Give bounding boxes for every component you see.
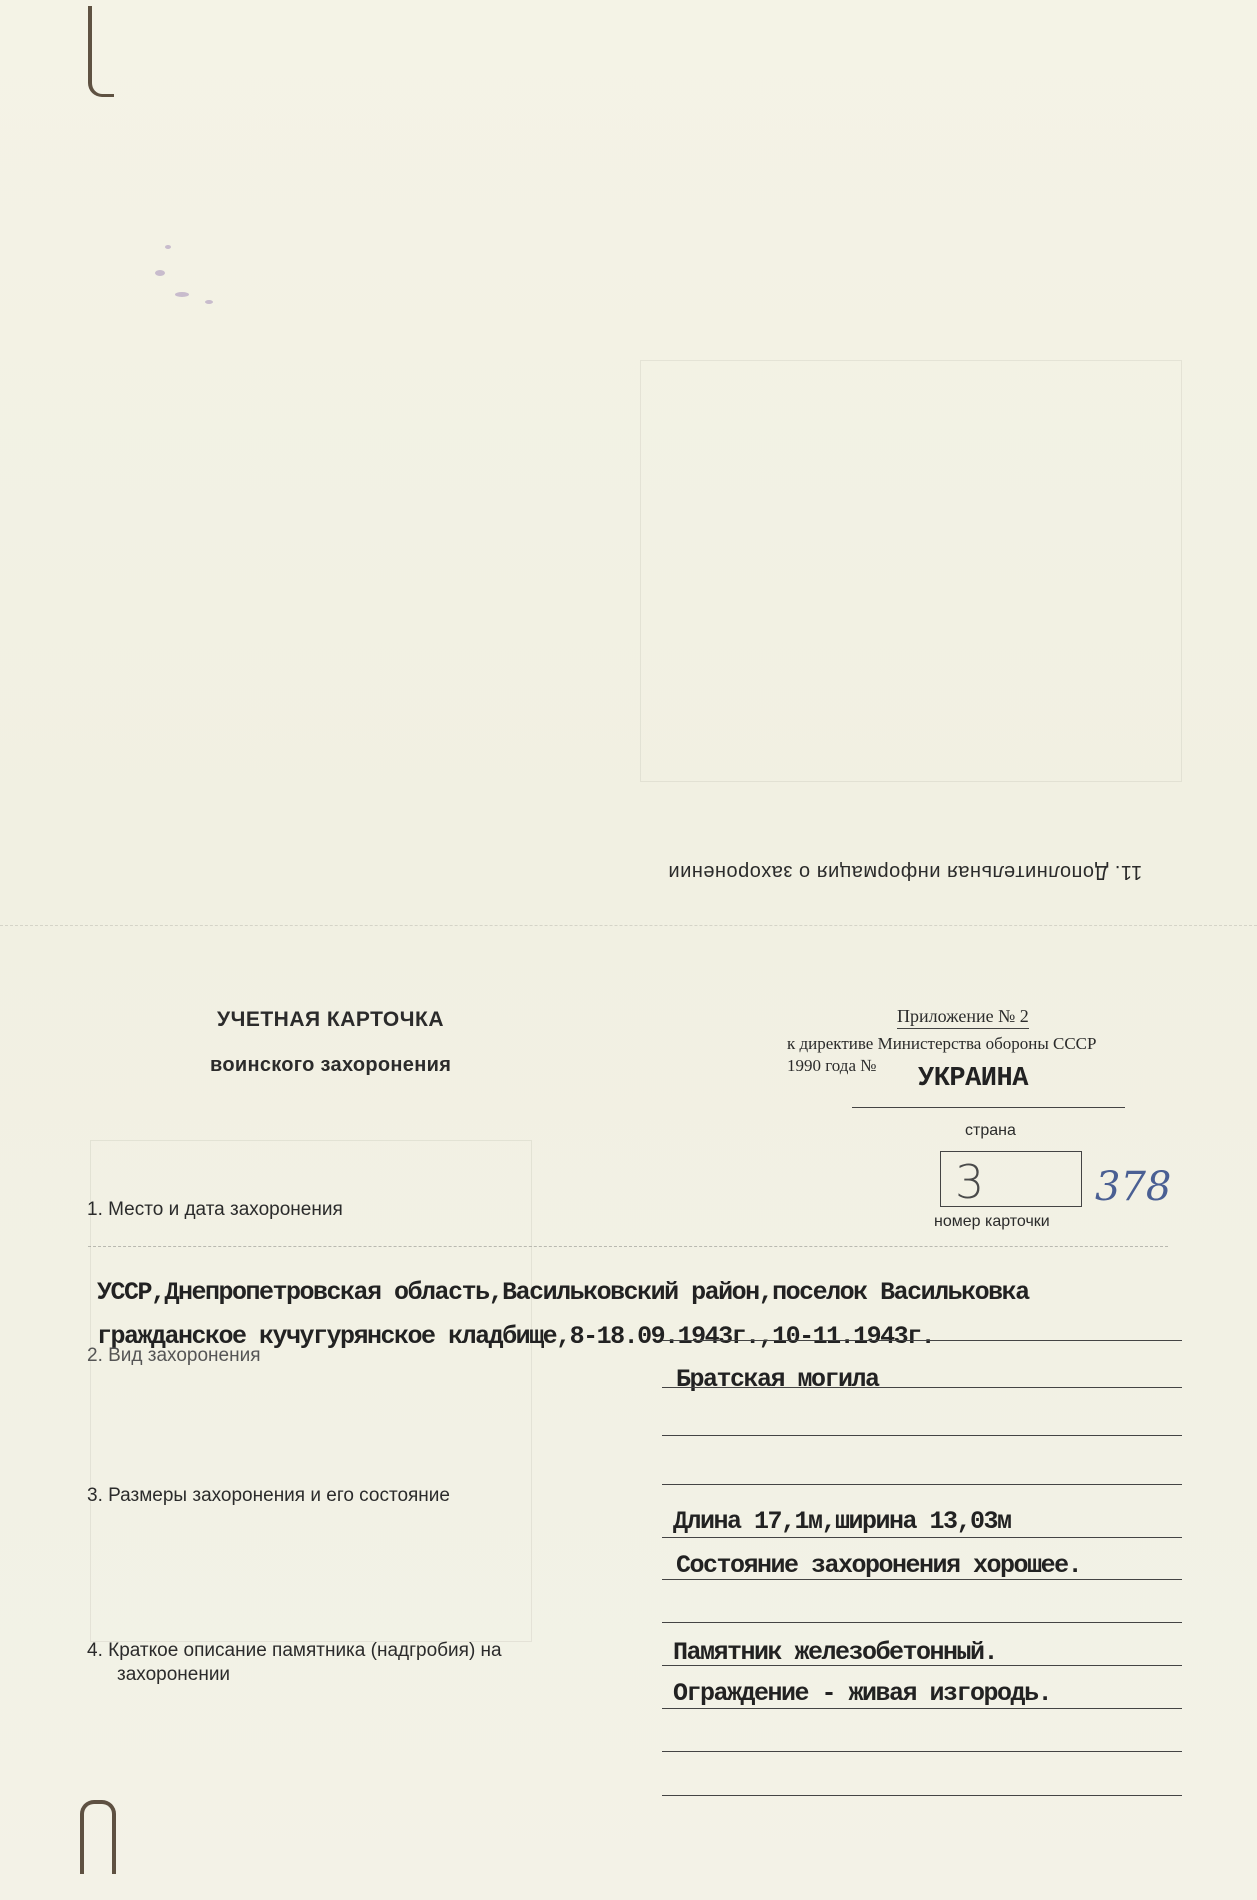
card-subtitle: воинского захоронения xyxy=(210,1054,452,1076)
burial-place-label: 1. Место и дата захоронения xyxy=(87,1199,343,1220)
burial-type-line-3 xyxy=(662,1435,1182,1436)
burial-type-line-1 xyxy=(662,1340,1182,1341)
size-condition-label: 3. Размеры захоронения и его состояние xyxy=(87,1485,450,1506)
monument-value-line1: Памятник железобетонный. xyxy=(673,1638,998,1667)
size-condition-line-1 xyxy=(662,1537,1182,1538)
size-condition-value-line2: Состояние захоронения хорошее. xyxy=(676,1551,1082,1580)
size-condition-line-2 xyxy=(662,1579,1182,1580)
ink-smudge xyxy=(205,300,213,304)
monument-line-3 xyxy=(662,1751,1182,1752)
card-number-caption: номер карточки xyxy=(934,1213,1050,1230)
country-caption: страна xyxy=(965,1122,1016,1139)
burial-type-line-2 xyxy=(662,1387,1182,1388)
staple-mark-top xyxy=(88,6,114,97)
additional-info-label: 11. Дополнительная информация о захоронении xyxy=(668,861,1143,883)
country-underline xyxy=(852,1107,1125,1108)
monument-label-line2: захоронении xyxy=(117,1664,231,1685)
burial-type-label: 2. Вид захоронения xyxy=(87,1345,261,1366)
monument-line-1 xyxy=(662,1665,1182,1666)
burial-place-value-line2: гражданское кучугурянское кладбище,8-18.09.1943г.,10-11.1943г. xyxy=(97,1322,935,1351)
burial-place-value-line1: УССР,Днепропетровская область,Васильковский район,поселок Васильковка xyxy=(97,1278,1029,1307)
monument-label-line1: 4. Краткое описание памятника (надгробия) на xyxy=(87,1640,502,1661)
page-fold xyxy=(0,925,1257,926)
staple-mark-bottom xyxy=(80,1800,116,1874)
directive-line-2: 1990 года № xyxy=(787,1056,877,1075)
burial-type-value: Братская могила xyxy=(676,1365,879,1394)
card-number-value: 3 xyxy=(955,1155,985,1209)
size-condition-line-3 xyxy=(662,1622,1182,1623)
size-condition-value-line1: Длина 17,1м,ширина 13,03м xyxy=(673,1507,1011,1536)
ink-smudge xyxy=(175,292,189,297)
appendix-label: Приложение № 2 xyxy=(897,1006,1029,1029)
card-number-handwritten: 378 xyxy=(1095,1164,1172,1210)
monument-line-4 xyxy=(662,1795,1182,1796)
card-title: УЧЕТНАЯ КАРТОЧКА xyxy=(217,1008,445,1031)
monument-value-line2: Ограждение - живая изгородь. xyxy=(673,1679,1052,1708)
ink-smudge xyxy=(165,245,171,249)
dashed-separator xyxy=(88,1246,1168,1247)
bleed-through-frame xyxy=(640,360,1182,782)
directive-line-1: к директиве Министерства обороны СССР xyxy=(787,1034,1097,1053)
country-value: УКРАИНА xyxy=(918,1064,1028,1094)
burial-type-line-4 xyxy=(662,1484,1182,1485)
monument-line-2 xyxy=(662,1708,1182,1709)
ink-smudge xyxy=(155,270,165,276)
